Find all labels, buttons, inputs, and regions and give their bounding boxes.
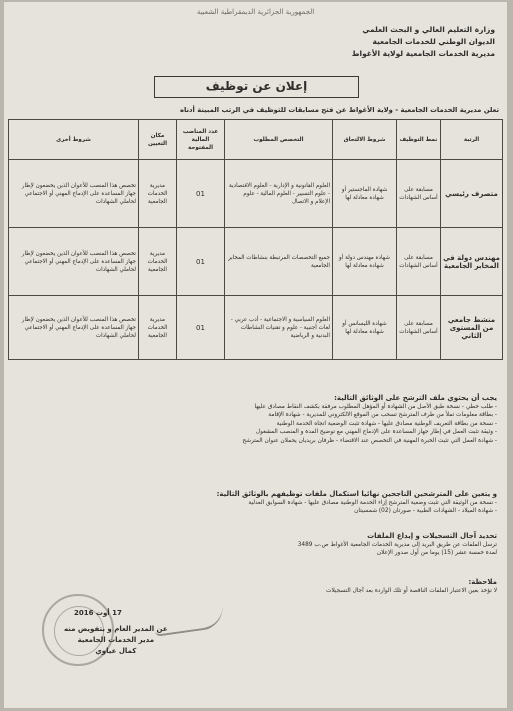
ministry-line-1: وزارة التعليم العالي و البحث العلمي — [362, 25, 495, 34]
announcement-intro: تعلن مديرية الخدمات الجامعية - ولاية الأغواط عن فتح مسابقات للتوظيف في الرتب المبينة أدناه — [179, 106, 499, 114]
note-section — [12, 578, 497, 595]
cell-specialty: العلوم القانونية و الإدارية - العلوم الاقتصادية - علوم التسيير - العلوم المالية - علوم الإعلام و الاتصال — [225, 160, 333, 228]
final-docs-line: - نسخة من الوثيقة التي تثبت وضعية المترشح إزاء الخدمة الوطنية مصادق عليها - شهادة السوابق العدلية — [248, 499, 497, 506]
cell-count: 01 — [177, 228, 225, 296]
signature-date: 17 أوت 2016 — [74, 609, 122, 617]
cell-mode: مسابقة على أساس الشهادات — [397, 296, 441, 360]
col-mode: نمط التوظيف — [397, 120, 441, 160]
cell-mode: مسابقة على أساس الشهادات — [397, 228, 441, 296]
ministry-line-2: الديوان الوطني للخدمات الجامعية — [372, 37, 495, 46]
col-other: شروط أخرى — [9, 120, 139, 160]
deadline-line: لمدة خمسة عشر (15) يوما من أول صدور الإعلان — [376, 550, 497, 557]
table-row — [9, 228, 503, 296]
dossier-line: - وثيقة تثبت العمل في إطار جهاز المساعدة على الإدماج المهني مع توضيح المدة و المنصب المشغول — [255, 429, 497, 436]
cell-specialty: جميع التخصصات المرتبطة بنشاطات المخابر الجامعية — [225, 228, 333, 296]
note-title: ملاحظة: — [468, 578, 497, 586]
deadline-section — [12, 532, 497, 558]
cell-rank: منشط جامعي من المستوى الثاني — [441, 296, 503, 360]
signer-line: كمال عياوي — [95, 647, 137, 655]
table-header-row — [9, 120, 503, 160]
cell-other: تخصص هذا المنصب للأعوان الذين يخضعون لإطار جهاز المساعدة على الإدماج المهني أو الاجتماعي لحاملي الشهادات — [9, 228, 139, 296]
signer-line: مدير الخدمات الجامعية — [77, 636, 155, 644]
table-row — [9, 296, 503, 360]
announcement-title: إعلان عن توظيف — [154, 76, 359, 98]
dossier-title: يجب أن يحتوي ملف الترشح على الوثائق التالية: — [334, 394, 497, 402]
deadline-title: تحديد آجال التسجيلات و إيداع الملفات — [367, 532, 497, 540]
col-rank: الرتبة — [441, 120, 503, 160]
signature-block — [64, 624, 168, 657]
cell-place: مديرية الخدمات الجامعية — [139, 296, 177, 360]
table-row — [9, 160, 503, 228]
cell-conditions: شهادة الليسانس أو شهادة معادلة لها — [333, 296, 397, 360]
col-conditions: شروط الالتحاق — [333, 120, 397, 160]
cell-other: تخصص هذا المنصب للأعوان الذين يخضعون لإطار جهاز المساعدة على الإدماج المهني أو الاجتماعي لحاملي الشهادات — [9, 160, 139, 228]
cell-mode: مسابقة على أساس الشهادات — [397, 160, 441, 228]
cell-conditions: شهادة الماجستير أو شهادة معادلة لها — [333, 160, 397, 228]
final-docs-line: - شهادة الميلاد - الشهادات الطبية - صورتان (02) شمسيتان — [354, 508, 497, 515]
note-line: لا تؤخذ بعين الاعتبار الملفات الناقصة أو تلك الواردة بعد آجال التسجيلات — [326, 587, 497, 594]
cell-count: 01 — [177, 296, 225, 360]
republic-header: الجمهورية الجزائرية الديمقراطية الشعبية — [196, 8, 315, 16]
col-count: عدد المناصب المالية المفتوحة — [177, 120, 225, 160]
dossier-line: - بطاقة معلومات تملأ من طرف المترشح تسحب من الموقع الالكتروني للمديرية - شهادة الإقامة — [268, 412, 497, 419]
cell-conditions: شهادة مهندس دولة أو شهادة معادلة لها — [333, 228, 397, 296]
positions-table — [8, 119, 503, 360]
col-specialty: التخصص المطلوب — [225, 120, 333, 160]
dossier-line: - نسخة من بطاقة التعريف الوطنية مصادق عليها - شهادة تثبت الوضعية اتجاه الخدمة الوطنية — [276, 420, 497, 427]
ministry-block — [352, 24, 495, 60]
cell-rank: متصرف رئيسي — [441, 160, 503, 228]
dossier-line: - شهادة العمل التي تثبت الخبرة المهنية في التخصص عند الاقتضاء - ظرفان بريديان يحملان عنوان المترشح — [242, 437, 497, 444]
dossier-section — [12, 394, 497, 446]
dossier-line: - طلب خطي - نسخة طبق الأصل من الشهادة أو المؤهل المطلوب مرفقة بكشف النقاط مصادق عليها — [254, 403, 497, 410]
document-page — [4, 2, 507, 708]
cell-place: مديرية الخدمات الجامعية — [139, 228, 177, 296]
cell-specialty: العلوم السياسية و الاجتماعية - أدب عربي - لغات أجنبية - علوم و تقنيات النشاطات البدنية و الرياضية — [225, 296, 333, 360]
cell-rank: مهندس دولة في المخابر الجامعية — [441, 228, 503, 296]
final-docs-title: و يتعين على المترشحين الناجحين نهائيا استكمال ملفات توظيفهم بالوثائق التالية: — [216, 490, 497, 498]
col-place: مكان التعيين — [139, 120, 177, 160]
final-docs-section — [12, 490, 497, 516]
deadline-line: ترسل الملفات عن طريق البريد إلى مديرية الخدمات الجامعية الأغواط ص.ب 3489 — [297, 541, 497, 548]
cell-count: 01 — [177, 160, 225, 228]
cell-other: تخصص هذا المنصب للأعوان الذين يخضعون لإطار جهاز المساعدة على الإدماج المهني أو الاجتماعي لحاملي الشهادات — [9, 296, 139, 360]
signer-line: عن المدير العام و بتفويض منه — [64, 625, 168, 633]
cell-place: مديرية الخدمات الجامعية — [139, 160, 177, 228]
ministry-line-3: مديرية الخدمات الجامعية لولاية الأغواط — [351, 49, 495, 58]
